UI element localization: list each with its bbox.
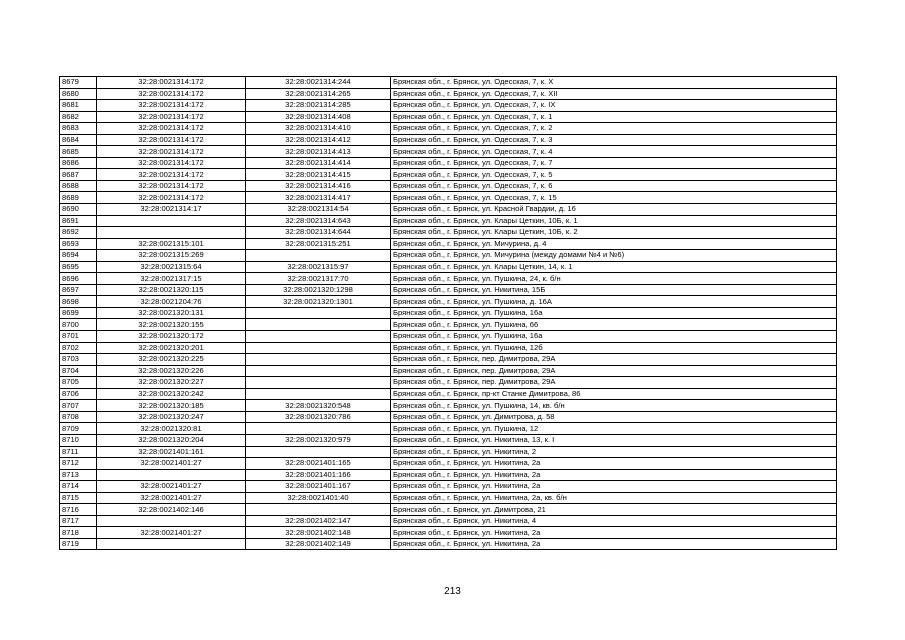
row-number-cell: 8713 <box>60 469 97 481</box>
address-cell: Брянская обл., г. Брянск, ул. Одесская, 7, к. 2 <box>391 123 837 135</box>
parcel-number-cell: 32:28:0021320:172 <box>97 331 246 343</box>
row-number-cell: 8686 <box>60 157 97 169</box>
object-number-cell: 32:28:0021314:244 <box>246 77 391 89</box>
row-number-cell: 8717 <box>60 515 97 527</box>
table-row <box>60 434 837 446</box>
parcel-number-cell: 32:28:0021320:115 <box>97 284 246 296</box>
table-row <box>60 77 837 89</box>
object-number-cell: 32:28:0021320:548 <box>246 400 391 412</box>
object-number-cell <box>246 504 391 516</box>
parcel-number-cell: 32:28:0021314:172 <box>97 77 246 89</box>
parcel-number-cell: 32:28:0021314:172 <box>97 88 246 100</box>
row-number-cell: 8692 <box>60 227 97 239</box>
table-row <box>60 354 837 366</box>
row-number-cell: 8680 <box>60 88 97 100</box>
table-row <box>60 146 837 158</box>
parcel-number-cell: 32:28:0021320:81 <box>97 423 246 435</box>
address-cell: Брянская обл., г. Брянск, ул. Одесская, 7, к. 3 <box>391 134 837 146</box>
table-row <box>60 180 837 192</box>
object-number-cell: 32:28:0021320:1298 <box>246 284 391 296</box>
table-row <box>60 458 837 470</box>
row-number-cell: 8709 <box>60 423 97 435</box>
row-number-cell: 8704 <box>60 365 97 377</box>
parcel-number-cell <box>97 215 246 227</box>
row-number-cell: 8702 <box>60 342 97 354</box>
row-number-cell: 8691 <box>60 215 97 227</box>
parcel-number-cell: 32:28:0021320:247 <box>97 411 246 423</box>
parcel-number-cell: 32:28:0021401:27 <box>97 481 246 493</box>
parcel-number-cell: 32:28:0021320:155 <box>97 319 246 331</box>
table-row <box>60 504 837 516</box>
address-cell: Брянская обл., г. Брянск, ул. Одесская, 7, к. 7 <box>391 157 837 169</box>
table-row <box>60 227 837 239</box>
row-number-cell: 8679 <box>60 77 97 89</box>
parcel-number-cell: 32:28:0021314:172 <box>97 134 246 146</box>
row-number-cell: 8714 <box>60 481 97 493</box>
row-number-cell: 8690 <box>60 204 97 216</box>
address-cell: Брянская обл., г. Брянск, ул. Клары Цеткин, 10Б, к. 1 <box>391 215 837 227</box>
table-row <box>60 284 837 296</box>
table-row <box>60 492 837 504</box>
object-number-cell <box>246 307 391 319</box>
row-number-cell: 8693 <box>60 238 97 250</box>
object-number-cell <box>246 377 391 389</box>
address-cell: Брянская обл., г. Брянск, ул. Пушкина, 16а <box>391 307 837 319</box>
object-number-cell <box>246 365 391 377</box>
address-cell: Брянская обл., г. Брянск, ул. Никитина, 13, к. I <box>391 434 837 446</box>
table-row <box>60 192 837 204</box>
table-row <box>60 538 837 550</box>
registry-table-body <box>60 77 837 550</box>
row-number-cell: 8687 <box>60 169 97 181</box>
table-row <box>60 123 837 135</box>
table-row <box>60 100 837 112</box>
address-cell: Брянская обл., г. Брянск, ул. Никитина, 2а, кв. б/н <box>391 492 837 504</box>
object-number-cell: 32:28:0021314:285 <box>246 100 391 112</box>
address-cell: Брянская обл., г. Брянск, ул. Никитина, 15Б <box>391 284 837 296</box>
parcel-number-cell: 32:28:0021314:172 <box>97 111 246 123</box>
row-number-cell: 8685 <box>60 146 97 158</box>
table-row <box>60 365 837 377</box>
row-number-cell: 8695 <box>60 261 97 273</box>
row-number-cell: 8681 <box>60 100 97 112</box>
object-number-cell: 32:28:0021314:412 <box>246 134 391 146</box>
object-number-cell: 32:28:0021314:417 <box>246 192 391 204</box>
row-number-cell: 8715 <box>60 492 97 504</box>
address-cell: Брянская обл., г. Брянск, ул. Одесская, 7, к. 15 <box>391 192 837 204</box>
object-number-cell: 32:28:0021314:416 <box>246 180 391 192</box>
address-cell: Брянская обл., г. Брянск, ул. Клары Цеткин, 14, к. 1 <box>391 261 837 273</box>
parcel-number-cell: 32:28:0021320:131 <box>97 307 246 319</box>
address-cell: Брянская обл., г. Брянск, ул. Никитина, 2а <box>391 469 837 481</box>
address-cell: Брянская обл., г. Брянск, ул. Пушкина, 66 <box>391 319 837 331</box>
object-number-cell <box>246 250 391 262</box>
object-number-cell: 32:28:0021401:166 <box>246 469 391 481</box>
table-row <box>60 388 837 400</box>
object-number-cell: 32:28:0021402:148 <box>246 527 391 539</box>
object-number-cell <box>246 331 391 343</box>
address-cell: Брянская обл., г. Брянск, пер. Димитрова, 29А <box>391 365 837 377</box>
address-cell: Брянская обл., г. Брянск, ул. Пушкина, 14, кв. б/н <box>391 400 837 412</box>
address-cell: Брянская обл., г. Брянск, ул. Никитина, 2 <box>391 446 837 458</box>
table-row <box>60 377 837 389</box>
address-cell: Брянская обл., г. Брянск, ул. Пушкина, 16а <box>391 331 837 343</box>
table-row <box>60 400 837 412</box>
table-row <box>60 527 837 539</box>
parcel-number-cell: 32:28:0021402:146 <box>97 504 246 516</box>
row-number-cell: 8710 <box>60 434 97 446</box>
parcel-number-cell: 32:28:0021315:64 <box>97 261 246 273</box>
row-number-cell: 8719 <box>60 538 97 550</box>
object-number-cell: 32:28:0021320:1301 <box>246 296 391 308</box>
parcel-number-cell: 32:28:0021401:27 <box>97 458 246 470</box>
parcel-number-cell: 32:28:0021320:227 <box>97 377 246 389</box>
object-number-cell: 32:28:0021314:643 <box>246 215 391 227</box>
row-number-cell: 8697 <box>60 284 97 296</box>
object-number-cell: 32:28:0021315:251 <box>246 238 391 250</box>
address-cell: Брянская обл., г. Брянск, ул. Пушкина, д. 16А <box>391 296 837 308</box>
table-row <box>60 88 837 100</box>
object-number-cell: 32:28:0021315:97 <box>246 261 391 273</box>
address-cell: Брянская обл., г. Брянск, ул. Димитрова, 21 <box>391 504 837 516</box>
address-cell: Брянская обл., г. Брянск, ул. Пушкина, 24, к. б/н <box>391 273 837 285</box>
parcel-number-cell: 32:28:0021204:76 <box>97 296 246 308</box>
parcel-number-cell <box>97 515 246 527</box>
address-cell: Брянская обл., г. Брянск, ул. Мичурина, д. 4 <box>391 238 837 250</box>
table-row <box>60 331 837 343</box>
object-number-cell: 32:28:0021317:70 <box>246 273 391 285</box>
parcel-number-cell: 32:28:0021314:172 <box>97 180 246 192</box>
row-number-cell: 8700 <box>60 319 97 331</box>
address-cell: Брянская обл., г. Брянск, ул. Одесская, 7, к. 6 <box>391 180 837 192</box>
row-number-cell: 8684 <box>60 134 97 146</box>
table-row <box>60 273 837 285</box>
address-cell: Брянская обл., г. Брянск, ул. Одесская, 7, к. Х <box>391 77 837 89</box>
row-number-cell: 8694 <box>60 250 97 262</box>
row-number-cell: 8712 <box>60 458 97 470</box>
object-number-cell: 32:28:0021320:979 <box>246 434 391 446</box>
address-cell: Брянская обл., г. Брянск, ул. Клары Цеткин, 10Б, к. 2 <box>391 227 837 239</box>
address-cell: Брянская обл., г. Брянск, ул. Никитина, 2а <box>391 527 837 539</box>
row-number-cell: 8703 <box>60 354 97 366</box>
address-cell: Брянская обл., г. Брянск, ул. Одесская, 7, к. 1 <box>391 111 837 123</box>
registry-table <box>59 76 837 550</box>
address-cell: Брянская обл., г. Брянск, ул. Никитина, 2а <box>391 538 837 550</box>
row-number-cell: 8707 <box>60 400 97 412</box>
object-number-cell: 32:28:0021314:644 <box>246 227 391 239</box>
parcel-number-cell: 32:28:0021401:27 <box>97 492 246 504</box>
row-number-cell: 8699 <box>60 307 97 319</box>
table-row <box>60 157 837 169</box>
table-row <box>60 111 837 123</box>
table-row <box>60 215 837 227</box>
row-number-cell: 8689 <box>60 192 97 204</box>
object-number-cell: 32:28:0021320:786 <box>246 411 391 423</box>
address-cell: Брянская обл., г. Брянск, ул. Красной Гвардии, д. 16 <box>391 204 837 216</box>
table-row <box>60 423 837 435</box>
parcel-number-cell: 32:28:0021320:201 <box>97 342 246 354</box>
object-number-cell: 32:28:0021402:149 <box>246 538 391 550</box>
parcel-number-cell: 32:28:0021401:27 <box>97 527 246 539</box>
table-row <box>60 296 837 308</box>
address-cell: Брянская обл., г. Брянск, ул. Одесская, 7, к. IX <box>391 100 837 112</box>
parcel-number-cell: 32:28:0021314:172 <box>97 169 246 181</box>
table-row <box>60 319 837 331</box>
address-cell: Брянская обл., г. Брянск, ул. Одесская, 7, к. 5 <box>391 169 837 181</box>
parcel-number-cell: 32:28:0021320:242 <box>97 388 246 400</box>
object-number-cell: 32:28:0021314:54 <box>246 204 391 216</box>
row-number-cell: 8683 <box>60 123 97 135</box>
address-cell: Брянская обл., г. Брянск, ул. Никитина, 4 <box>391 515 837 527</box>
object-number-cell <box>246 319 391 331</box>
row-number-cell: 8718 <box>60 527 97 539</box>
row-number-cell: 8716 <box>60 504 97 516</box>
row-number-cell: 8682 <box>60 111 97 123</box>
table-row <box>60 515 837 527</box>
parcel-number-cell <box>97 538 246 550</box>
table-row <box>60 469 837 481</box>
parcel-number-cell <box>97 227 246 239</box>
table-row <box>60 342 837 354</box>
parcel-number-cell <box>97 469 246 481</box>
object-number-cell <box>246 354 391 366</box>
object-number-cell: 32:28:0021401:40 <box>246 492 391 504</box>
object-number-cell <box>246 446 391 458</box>
table-row <box>60 446 837 458</box>
object-number-cell: 32:28:0021314:265 <box>246 88 391 100</box>
address-cell: Брянская обл., г. Брянск, ул. Пушкина, 12б <box>391 342 837 354</box>
object-number-cell: 32:28:0021314:410 <box>246 123 391 135</box>
parcel-number-cell: 32:28:0021314:172 <box>97 146 246 158</box>
row-number-cell: 8701 <box>60 331 97 343</box>
object-number-cell <box>246 423 391 435</box>
object-number-cell <box>246 342 391 354</box>
parcel-number-cell: 32:28:0021320:185 <box>97 400 246 412</box>
parcel-number-cell: 32:28:0021315:269 <box>97 250 246 262</box>
object-number-cell: 32:28:0021401:165 <box>246 458 391 470</box>
parcel-number-cell: 32:28:0021315:101 <box>97 238 246 250</box>
row-number-cell: 8708 <box>60 411 97 423</box>
object-number-cell: 32:28:0021314:408 <box>246 111 391 123</box>
address-cell: Брянская обл., г. Брянск, ул. Одесская, 7, к. 4 <box>391 146 837 158</box>
address-cell: Брянская обл., г. Брянск, ул. Никитина, 2а <box>391 458 837 470</box>
table-row <box>60 238 837 250</box>
address-cell: Брянская обл., г. Брянск, ул. Димитрова, д. 58 <box>391 411 837 423</box>
parcel-number-cell: 32:28:0021314:172 <box>97 123 246 135</box>
parcel-number-cell: 32:28:0021320:226 <box>97 365 246 377</box>
object-number-cell: 32:28:0021402:147 <box>246 515 391 527</box>
address-cell: Брянская обл., г. Брянск, ул. Одесская, 7, к. XII <box>391 88 837 100</box>
address-cell: Брянская обл., г. Брянск, пр-кт Станке Димитрова, 86 <box>391 388 837 400</box>
object-number-cell: 32:28:0021314:415 <box>246 169 391 181</box>
parcel-number-cell: 32:28:0021314:172 <box>97 192 246 204</box>
table-row <box>60 169 837 181</box>
page-number: 213 <box>444 586 461 597</box>
parcel-number-cell: 32:28:0021320:225 <box>97 354 246 366</box>
object-number-cell: 32:28:0021314:413 <box>246 146 391 158</box>
parcel-number-cell: 32:28:0021314:17 <box>97 204 246 216</box>
table-row <box>60 481 837 493</box>
parcel-number-cell: 32:28:0021401:161 <box>97 446 246 458</box>
table-row <box>60 204 837 216</box>
table-row <box>60 411 837 423</box>
parcel-number-cell: 32:28:0021314:172 <box>97 100 246 112</box>
object-number-cell: 32:28:0021314:414 <box>246 157 391 169</box>
parcel-number-cell: 32:28:0021320:204 <box>97 434 246 446</box>
object-number-cell <box>246 388 391 400</box>
row-number-cell: 8696 <box>60 273 97 285</box>
parcel-number-cell: 32:28:0021314:172 <box>97 157 246 169</box>
row-number-cell: 8711 <box>60 446 97 458</box>
table-row <box>60 134 837 146</box>
row-number-cell: 8688 <box>60 180 97 192</box>
table-row <box>60 307 837 319</box>
address-cell: Брянская обл., г. Брянск, ул. Мичурина (между домами №4 и №6) <box>391 250 837 262</box>
address-cell: Брянская обл., г. Брянск, пер. Димитрова, 29А <box>391 354 837 366</box>
row-number-cell: 8705 <box>60 377 97 389</box>
address-cell: Брянская обл., г. Брянск, ул. Никитина, 2а <box>391 481 837 493</box>
object-number-cell: 32:28:0021401:167 <box>246 481 391 493</box>
parcel-number-cell: 32:28:0021317:15 <box>97 273 246 285</box>
table-row <box>60 261 837 273</box>
address-cell: Брянская обл., г. Брянск, ул. Пушкина, 12 <box>391 423 837 435</box>
row-number-cell: 8706 <box>60 388 97 400</box>
address-cell: Брянская обл., г. Брянск, пер. Димитрова, 29А <box>391 377 837 389</box>
row-number-cell: 8698 <box>60 296 97 308</box>
table-row <box>60 250 837 262</box>
